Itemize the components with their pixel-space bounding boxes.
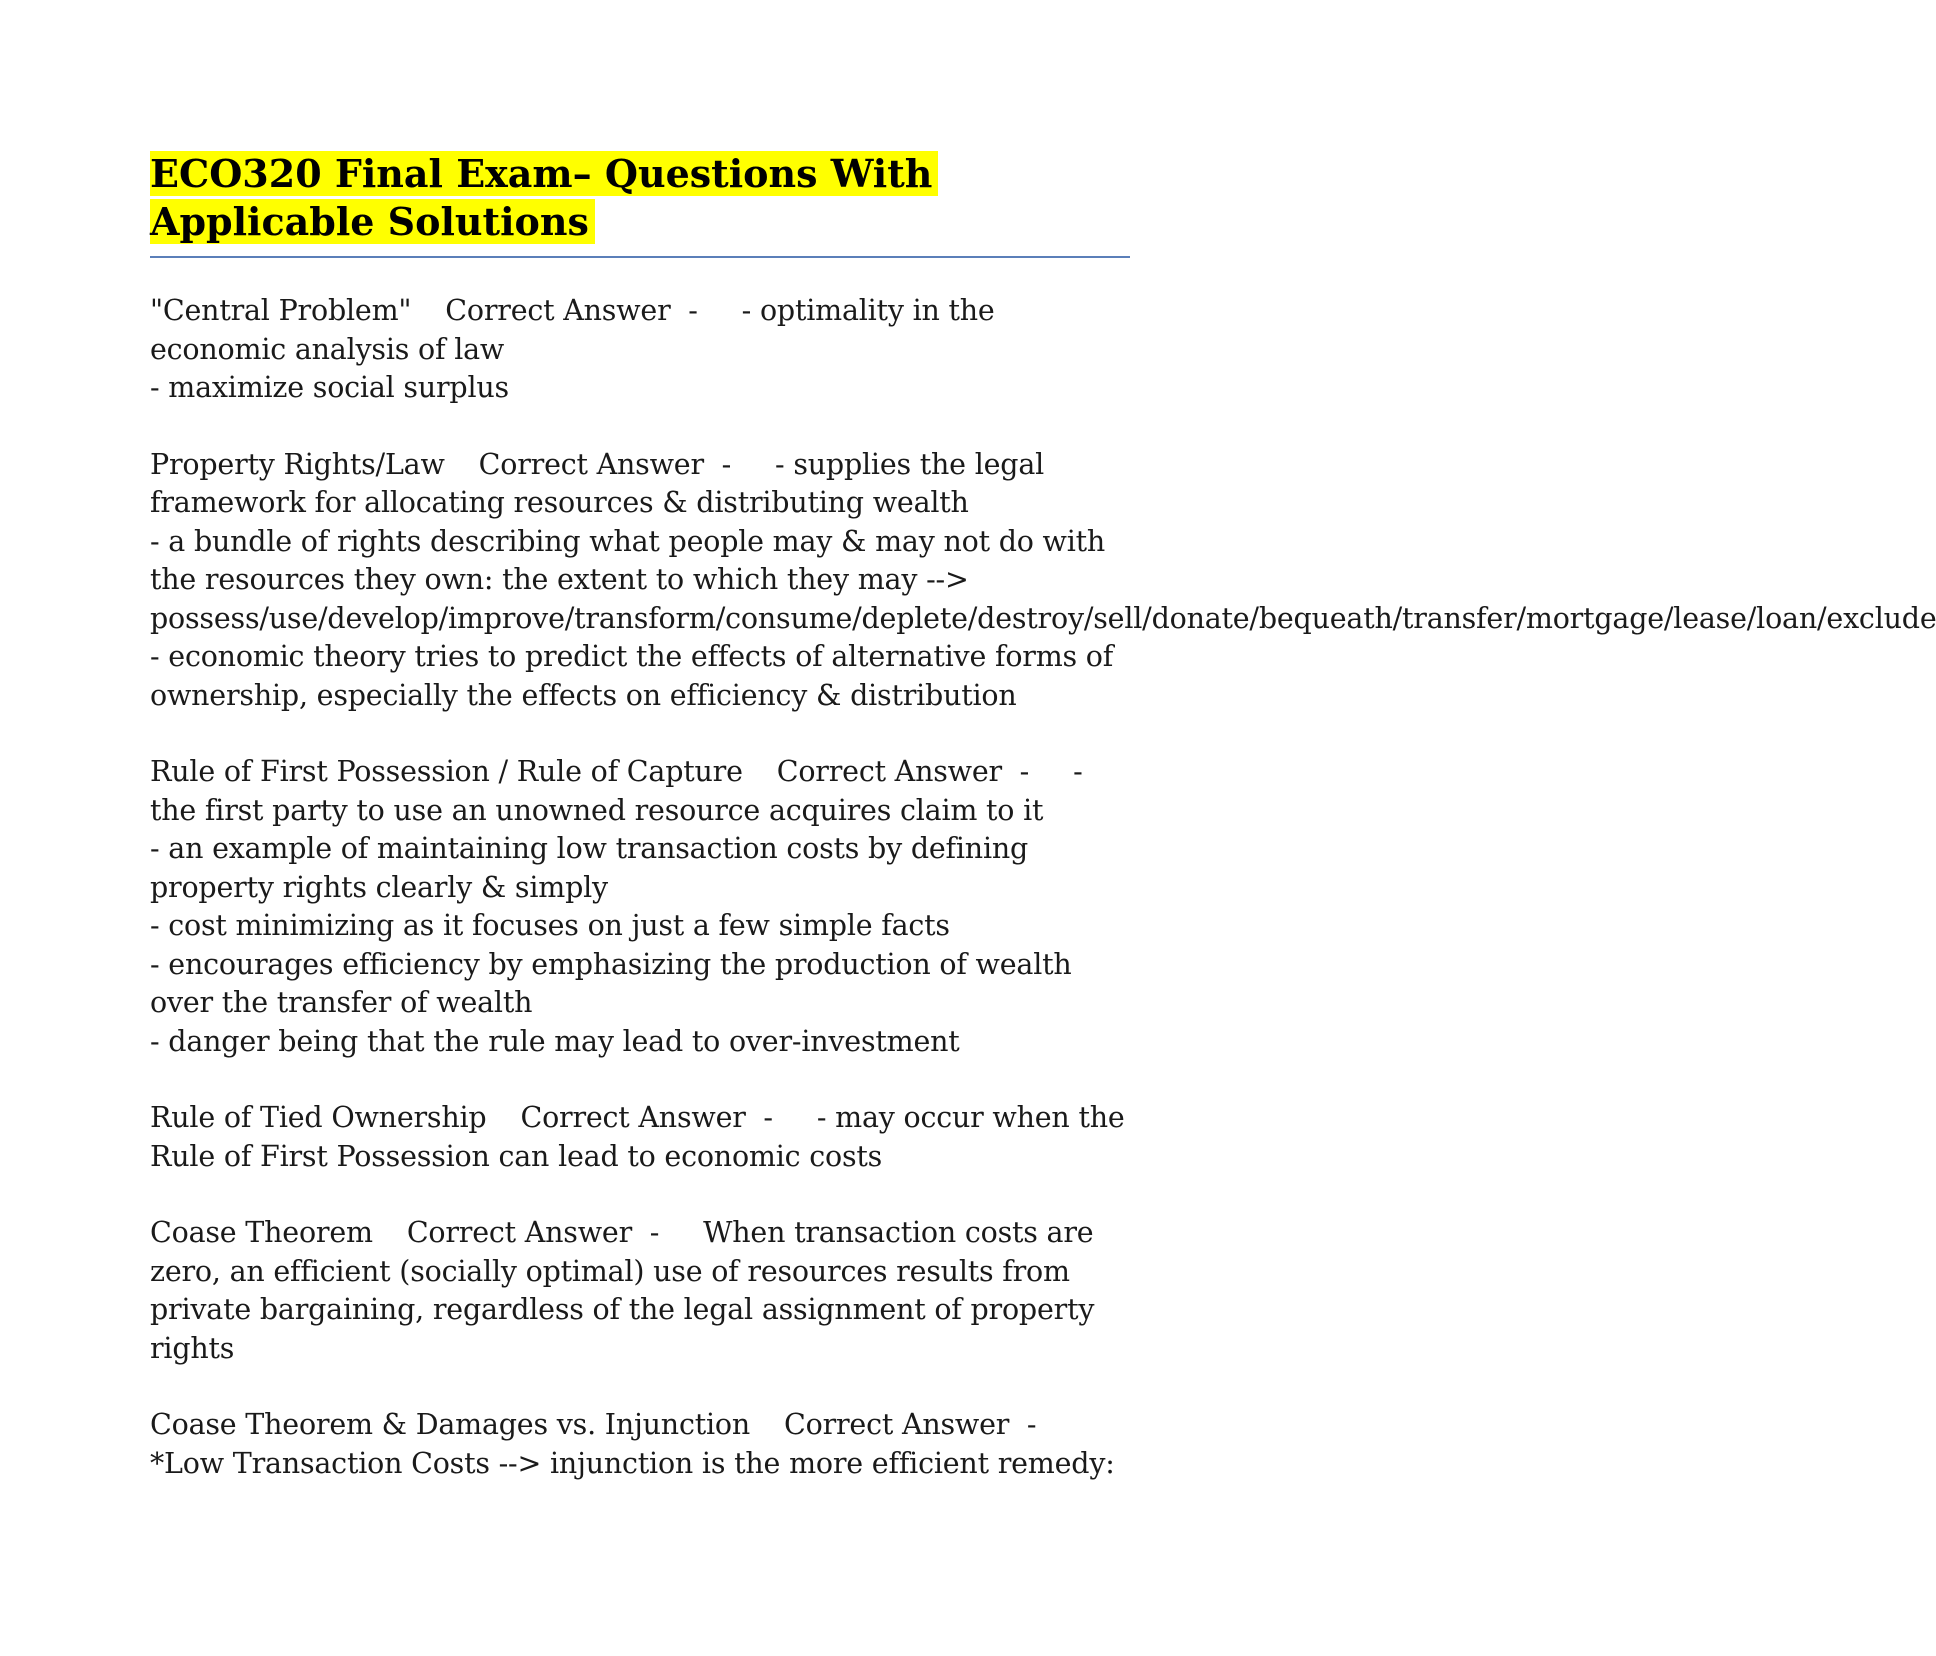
title-divider (150, 256, 1130, 258)
question-term: "Central Problem" (150, 294, 412, 327)
question-term: Rule of Tied Ownership (150, 1101, 487, 1134)
answer-separator: - (745, 1101, 773, 1134)
qa-entry (150, 292, 1130, 408)
answer-text: When transaction costs are zero, an efficient (socially optimal) use of resources results from private bargaining, regardless of the legal assignment of property rights (150, 1216, 1104, 1365)
document-title (150, 150, 1130, 246)
qa-entry (150, 1099, 1134, 1176)
qa-entry (150, 446, 1936, 716)
correct-answer-label: Correct Answer (406, 1216, 633, 1249)
answer-text: *Low Transaction Costs --> injunction is the more efficient remedy: (150, 1446, 1115, 1480)
answer-text: - the first party to use an unowned resource acquires claim to it (150, 755, 1092, 827)
document-page (150, 150, 1936, 1521)
question-term: Coase Theorem & Damages vs. Injunction (150, 1408, 751, 1441)
correct-answer-label: Correct Answer (520, 1101, 746, 1134)
question-term: Coase Theorem (150, 1216, 373, 1249)
answer-bullet-line: - encourages efficiency by emphasizing the production of wealth over the transfer of wealth (150, 947, 1081, 1019)
answer-separator: - (632, 1216, 660, 1249)
qa-entry (150, 1406, 1130, 1483)
answer-bullet-line: - danger being that the rule may lead to over-investment (150, 1024, 960, 1058)
qa-list (150, 292, 1936, 1483)
answer-text: - may occur when the Rule of First Possession can lead to economic costs (150, 1101, 1134, 1173)
question-term: Rule of First Possession / Rule of Capture (150, 755, 743, 788)
correct-answer-label: Correct Answer (478, 447, 704, 481)
answer-text: - supplies the legal framework for allocating resources & distributing wealth (150, 447, 1053, 519)
answer-separator: - (1009, 1408, 1037, 1441)
correct-answer-label: Correct Answer (784, 1408, 1010, 1441)
title-highlight: ECO320 Final Exam– Questions With Applicable Solutions (150, 151, 938, 244)
answer-bullet-line: - maximize social surplus (150, 371, 509, 404)
qa-entry (150, 753, 1130, 1061)
answer-bullet-line: - an example of maintaining low transaction costs by defining property rights clearly & simply (150, 832, 1037, 904)
answer-bullet-line: - cost minimizing as it focuses on just a few simple facts (150, 909, 950, 942)
question-term: Property Rights/Law (150, 447, 445, 481)
answer-separator: - (670, 294, 698, 327)
answer-text: - optimality in the economic analysis of law (150, 294, 1004, 366)
correct-answer-label: Correct Answer (445, 294, 671, 327)
answer-separator: - (1001, 755, 1030, 788)
correct-answer-label: Correct Answer (776, 755, 1002, 788)
answer-separator: - (703, 447, 732, 481)
answer-bullet-line: - a bundle of rights describing what people may & may not do with the resources they own: the extent to which they may --> possess/use/develop/improve/transform/consume/deplete/destroy/sell/donate/bequeath/transfer/mortgage/lease/loan/exclude (150, 524, 1936, 635)
answer-bullet-line: - economic theory tries to predict the effects of alternative forms of ownership, especially the effects on efficiency & distribution (150, 640, 1122, 712)
qa-entry (150, 1214, 1130, 1368)
